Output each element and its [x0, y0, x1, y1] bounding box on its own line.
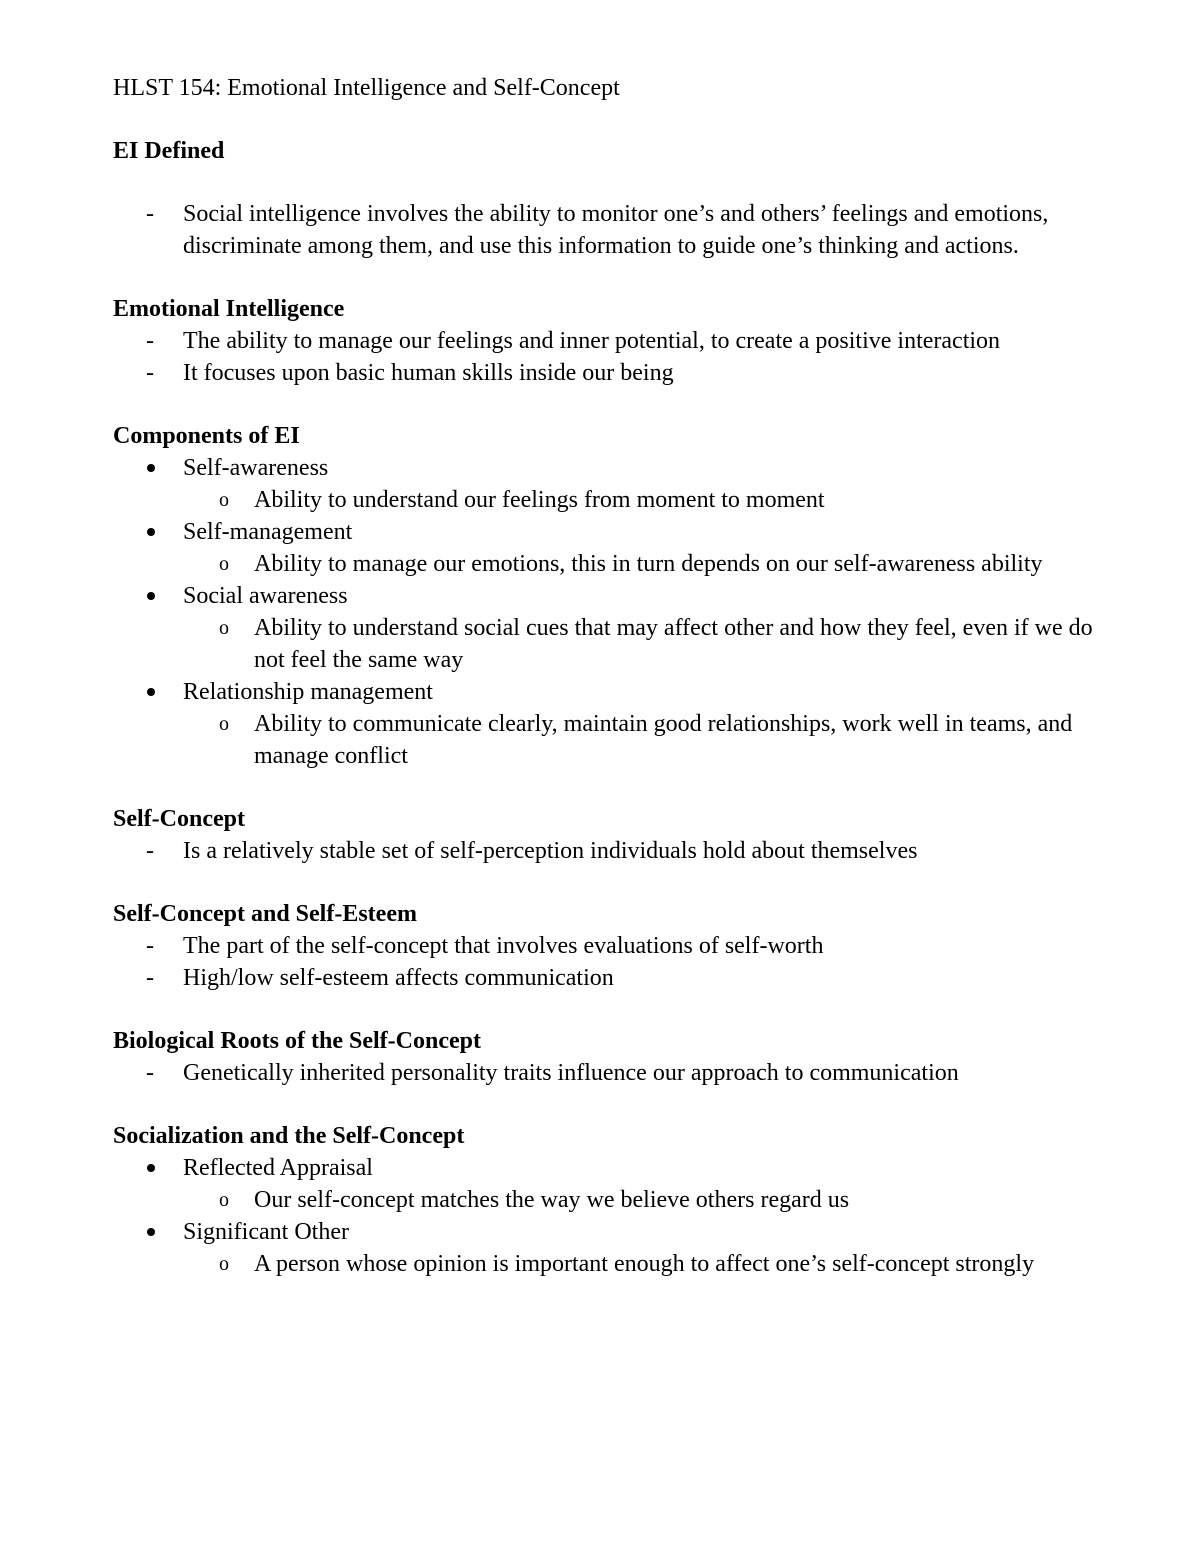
- dash-marker: -: [146, 838, 154, 864]
- dash-marker: -: [146, 965, 154, 991]
- section-heading: Self-Concept: [113, 806, 245, 832]
- circle-marker: o: [219, 1189, 229, 1211]
- list-item-text: The part of the self-concept that involves evaluations of self-worth: [183, 933, 824, 959]
- bullet-item-text: Significant Other: [183, 1219, 349, 1245]
- sub-item: [113, 548, 1093, 580]
- bullet-item-text: Self-awareness: [183, 455, 329, 481]
- bullet-item: [113, 1152, 1093, 1184]
- section-components: [113, 420, 1093, 772]
- dash-marker: -: [146, 933, 154, 959]
- bullet-item-text: Reflected Appraisal: [183, 1155, 373, 1181]
- circle-marker: o: [219, 617, 229, 639]
- dash-marker: -: [146, 328, 154, 354]
- section-heading: Emotional Intelligence: [113, 296, 345, 322]
- circle-marker: o: [219, 489, 229, 511]
- circle-marker: o: [219, 1253, 229, 1275]
- sub-item-text: Our self-concept matches the way we believe others regard us: [254, 1187, 850, 1213]
- bullet-item: [113, 676, 1093, 708]
- section-biological-roots: [113, 1025, 1093, 1089]
- section-socialization: [113, 1120, 1093, 1280]
- section-heading: Socialization and the Self-Concept: [113, 1123, 465, 1149]
- bullet-dot-icon: [147, 688, 155, 696]
- sub-item-text: Ability to understand social cues that may affect other and how they feel, even if we do not feel the same way: [254, 615, 1093, 673]
- sub-item-text: Ability to understand our feelings from moment to moment: [254, 487, 825, 513]
- list-item-text: Genetically inherited personality traits influence our approach to communication: [183, 1060, 959, 1086]
- sub-item-text: A person whose opinion is important enough to affect one’s self-concept strongly: [254, 1251, 1035, 1277]
- section-self-esteem: [113, 898, 1093, 994]
- sub-item: [113, 612, 1093, 676]
- bullet-dot-icon: [147, 464, 155, 472]
- sub-item: [113, 484, 1093, 516]
- document-title: HLST 154: Emotional Intelligence and Self-Concept: [113, 75, 620, 101]
- list-item: [113, 198, 1093, 262]
- list-item: [113, 357, 1093, 389]
- bullet-item-text: Relationship management: [183, 679, 433, 705]
- list-item-text: Social intelligence involves the ability to monitor one’s and others’ feelings and emotions, discriminate among them, and use this information to guide one’s thinking and actions.: [183, 201, 1049, 259]
- dash-marker: -: [146, 201, 154, 227]
- bullet-dot-icon: [147, 592, 155, 600]
- section-heading: Components of EI: [113, 423, 300, 449]
- sub-item: [113, 1184, 1093, 1216]
- sub-item: [113, 1248, 1093, 1280]
- section-self-concept: [113, 803, 1093, 867]
- list-item: [113, 835, 1093, 867]
- section-heading: Self-Concept and Self-Esteem: [113, 901, 417, 927]
- bullet-item: [113, 516, 1093, 548]
- list-item-text: It focuses upon basic human skills inside our being: [183, 360, 674, 386]
- section-ei-defined: [113, 135, 1093, 262]
- list-item: [113, 962, 1093, 994]
- sub-item: [113, 708, 1093, 772]
- bullet-item-text: Social awareness: [183, 583, 348, 609]
- bullet-item: [113, 452, 1093, 484]
- bullet-dot-icon: [147, 1228, 155, 1236]
- list-item: [113, 1057, 1093, 1089]
- sub-item-text: Ability to manage our emotions, this in turn depends on our self-awareness ability: [254, 551, 1043, 577]
- bullet-dot-icon: [147, 528, 155, 536]
- sub-item-text: Ability to communicate clearly, maintain good relationships, work well in teams, and manage conflict: [254, 711, 1073, 769]
- circle-marker: o: [219, 553, 229, 575]
- bullet-item: [113, 1216, 1093, 1248]
- bullet-dot-icon: [147, 1164, 155, 1172]
- section-heading: Biological Roots of the Self-Concept: [113, 1028, 481, 1054]
- section-emotional-intelligence: [113, 293, 1093, 389]
- list-item-text: The ability to manage our feelings and inner potential, to create a positive interaction: [183, 328, 1001, 354]
- section-heading: EI Defined: [113, 138, 225, 164]
- dash-marker: -: [146, 360, 154, 386]
- list-item: [113, 930, 1093, 962]
- circle-marker: o: [219, 713, 229, 735]
- list-item-text: High/low self-esteem affects communication: [183, 965, 614, 991]
- list-item: [113, 325, 1093, 357]
- list-item-text: Is a relatively stable set of self-perception individuals hold about themselves: [183, 838, 918, 864]
- bullet-item: [113, 580, 1093, 612]
- dash-marker: -: [146, 1060, 154, 1086]
- bullet-item-text: Self-management: [183, 519, 353, 545]
- document-page: [113, 72, 1093, 1311]
